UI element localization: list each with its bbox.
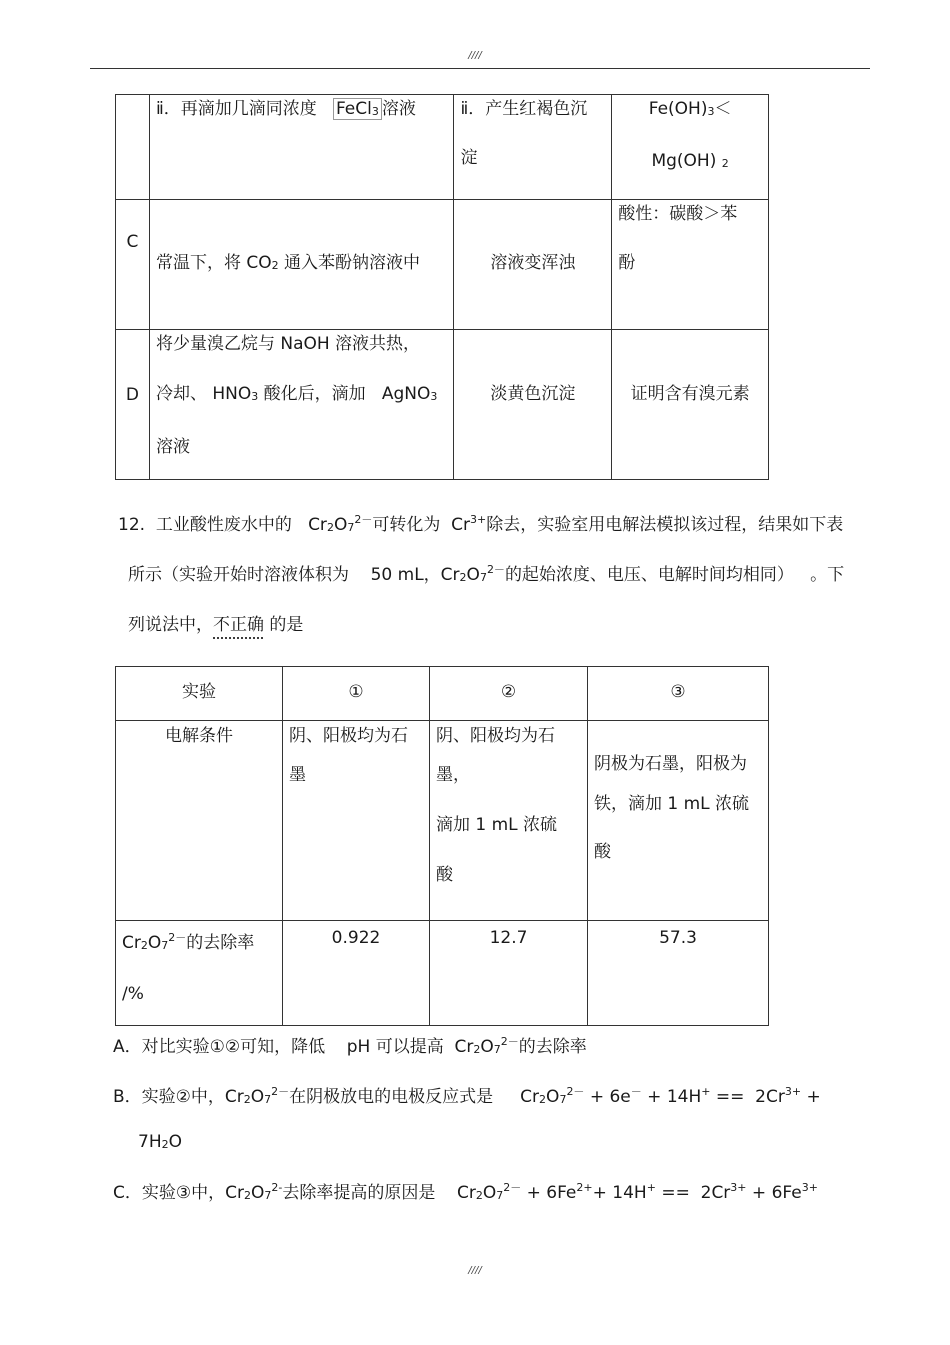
phenomenon-line: 溶液变浑浊	[490, 253, 576, 273]
header-mark: ////	[468, 50, 482, 61]
phenomenon-cell	[454, 95, 612, 200]
table-header-row	[116, 667, 769, 721]
operation-cell: ⅱ．再滴加几滴同浓度 FeCl$_3$ 溶液	[149, 95, 454, 200]
table-row	[116, 95, 769, 200]
question-12-line-3: 列说法中，不正确 的是	[128, 615, 304, 635]
header-rule	[90, 68, 870, 69]
table-row	[116, 721, 769, 921]
phenomenon-line: 淀	[460, 148, 478, 168]
phenomenon-cell	[454, 330, 612, 480]
operation-line: 溶液	[155, 437, 190, 457]
operation-line: 将少量溴乙烷与 NaOH 溶液共热，	[155, 334, 421, 354]
option-a: A．对比实验①②可知，降低 pH 可以提高 $Cr_2O_7^{2-}$的去除率	[113, 1035, 587, 1057]
condition-label: 电解条件	[116, 721, 283, 921]
row-label	[116, 95, 150, 200]
operation-cell: 常温下，将 $CO_2$ 通入苯酚钠溶液中	[149, 200, 454, 330]
conclusion-line: 酸性：碳酸＞苯	[618, 204, 738, 224]
experiment-table-continued	[115, 94, 769, 480]
header-cell: ①	[283, 667, 430, 721]
electrolysis-table	[115, 666, 769, 1026]
header-cell: ②	[430, 667, 588, 721]
phenomenon-line: ⅱ．产生红褐色沉	[460, 99, 588, 119]
header-cell: 实验	[116, 667, 283, 721]
table-row	[116, 330, 769, 480]
conclusion-line: 证明含有溴元素	[630, 384, 750, 404]
condition-cell-2: 阴、阳极均为石 墨， 滴加 1 mL 浓硫 酸	[430, 721, 588, 921]
conclusion-line: 酚	[618, 253, 636, 273]
conclusion-cell	[612, 200, 769, 330]
phenomenon-cell	[454, 200, 612, 330]
conclusion-cell	[612, 330, 769, 480]
row-label: D	[116, 330, 150, 480]
condition-cell-3: 阴极为石墨，阳极为 铁，滴加 1 mL 浓硫 酸	[588, 721, 769, 921]
option-b-line-1: B．实验②中，$Cr_2O_7^{2-}$在阴极放电的电极反应式是 $Cr_2O_7^{2-} + 6e^- + 14H^+ == 2Cr^{3+}$ +	[113, 1085, 821, 1107]
condition-cell-1: 阴、阳极均为石 墨	[283, 721, 430, 921]
question-12-line-1: 12. 工业酸性废水中的 $Cr_2O_7^{2-}$可转化为 $Cr^{3+}$除去，实验室用电解法模拟该过程，结果如下表	[118, 513, 844, 535]
question-number: 12.	[118, 515, 146, 535]
emphasis-not-correct: 不正确	[213, 615, 264, 635]
question-12-line-2: 所示（实验开始时溶液体积为 50 mL，$Cr_2O_7^{2-}$的起始浓度、电压、电解时间均相同） 。下	[128, 563, 845, 585]
operation-cell: 将少量溴乙烷与 NaOH 溶液共热， 冷却、 $HNO_3$ 酸化后，滴加 AgNO$_3$ 溶液	[149, 330, 454, 480]
header-cell: ③	[588, 667, 769, 721]
rate-value: 0.922	[283, 921, 430, 1026]
conclusion-cell: $Fe(OH)_3<$ Mg(OH) $_2$	[612, 95, 769, 200]
rate-value: 57.3	[588, 921, 769, 1026]
rate-label: $Cr_2O_7^{2-}$的去除率 /%	[116, 921, 283, 1026]
option-b-line-2: $7H_2O$	[138, 1132, 182, 1152]
rate-value: 12.7	[430, 921, 588, 1026]
row-label: C	[116, 200, 150, 330]
footer-mark: ////	[468, 1265, 482, 1276]
option-c: C．实验③中，$Cr_2O_7^{2-}$去除率提高的原因是 $Cr_2O_7^{2-} + 6Fe^{2+}+ 14H^+ == 2Cr^{3+} + 6Fe^{3+}$	[113, 1181, 818, 1203]
table-row	[116, 921, 769, 1026]
phenomenon-line: 淡黄色沉淀	[490, 384, 576, 404]
table-row	[116, 200, 769, 330]
